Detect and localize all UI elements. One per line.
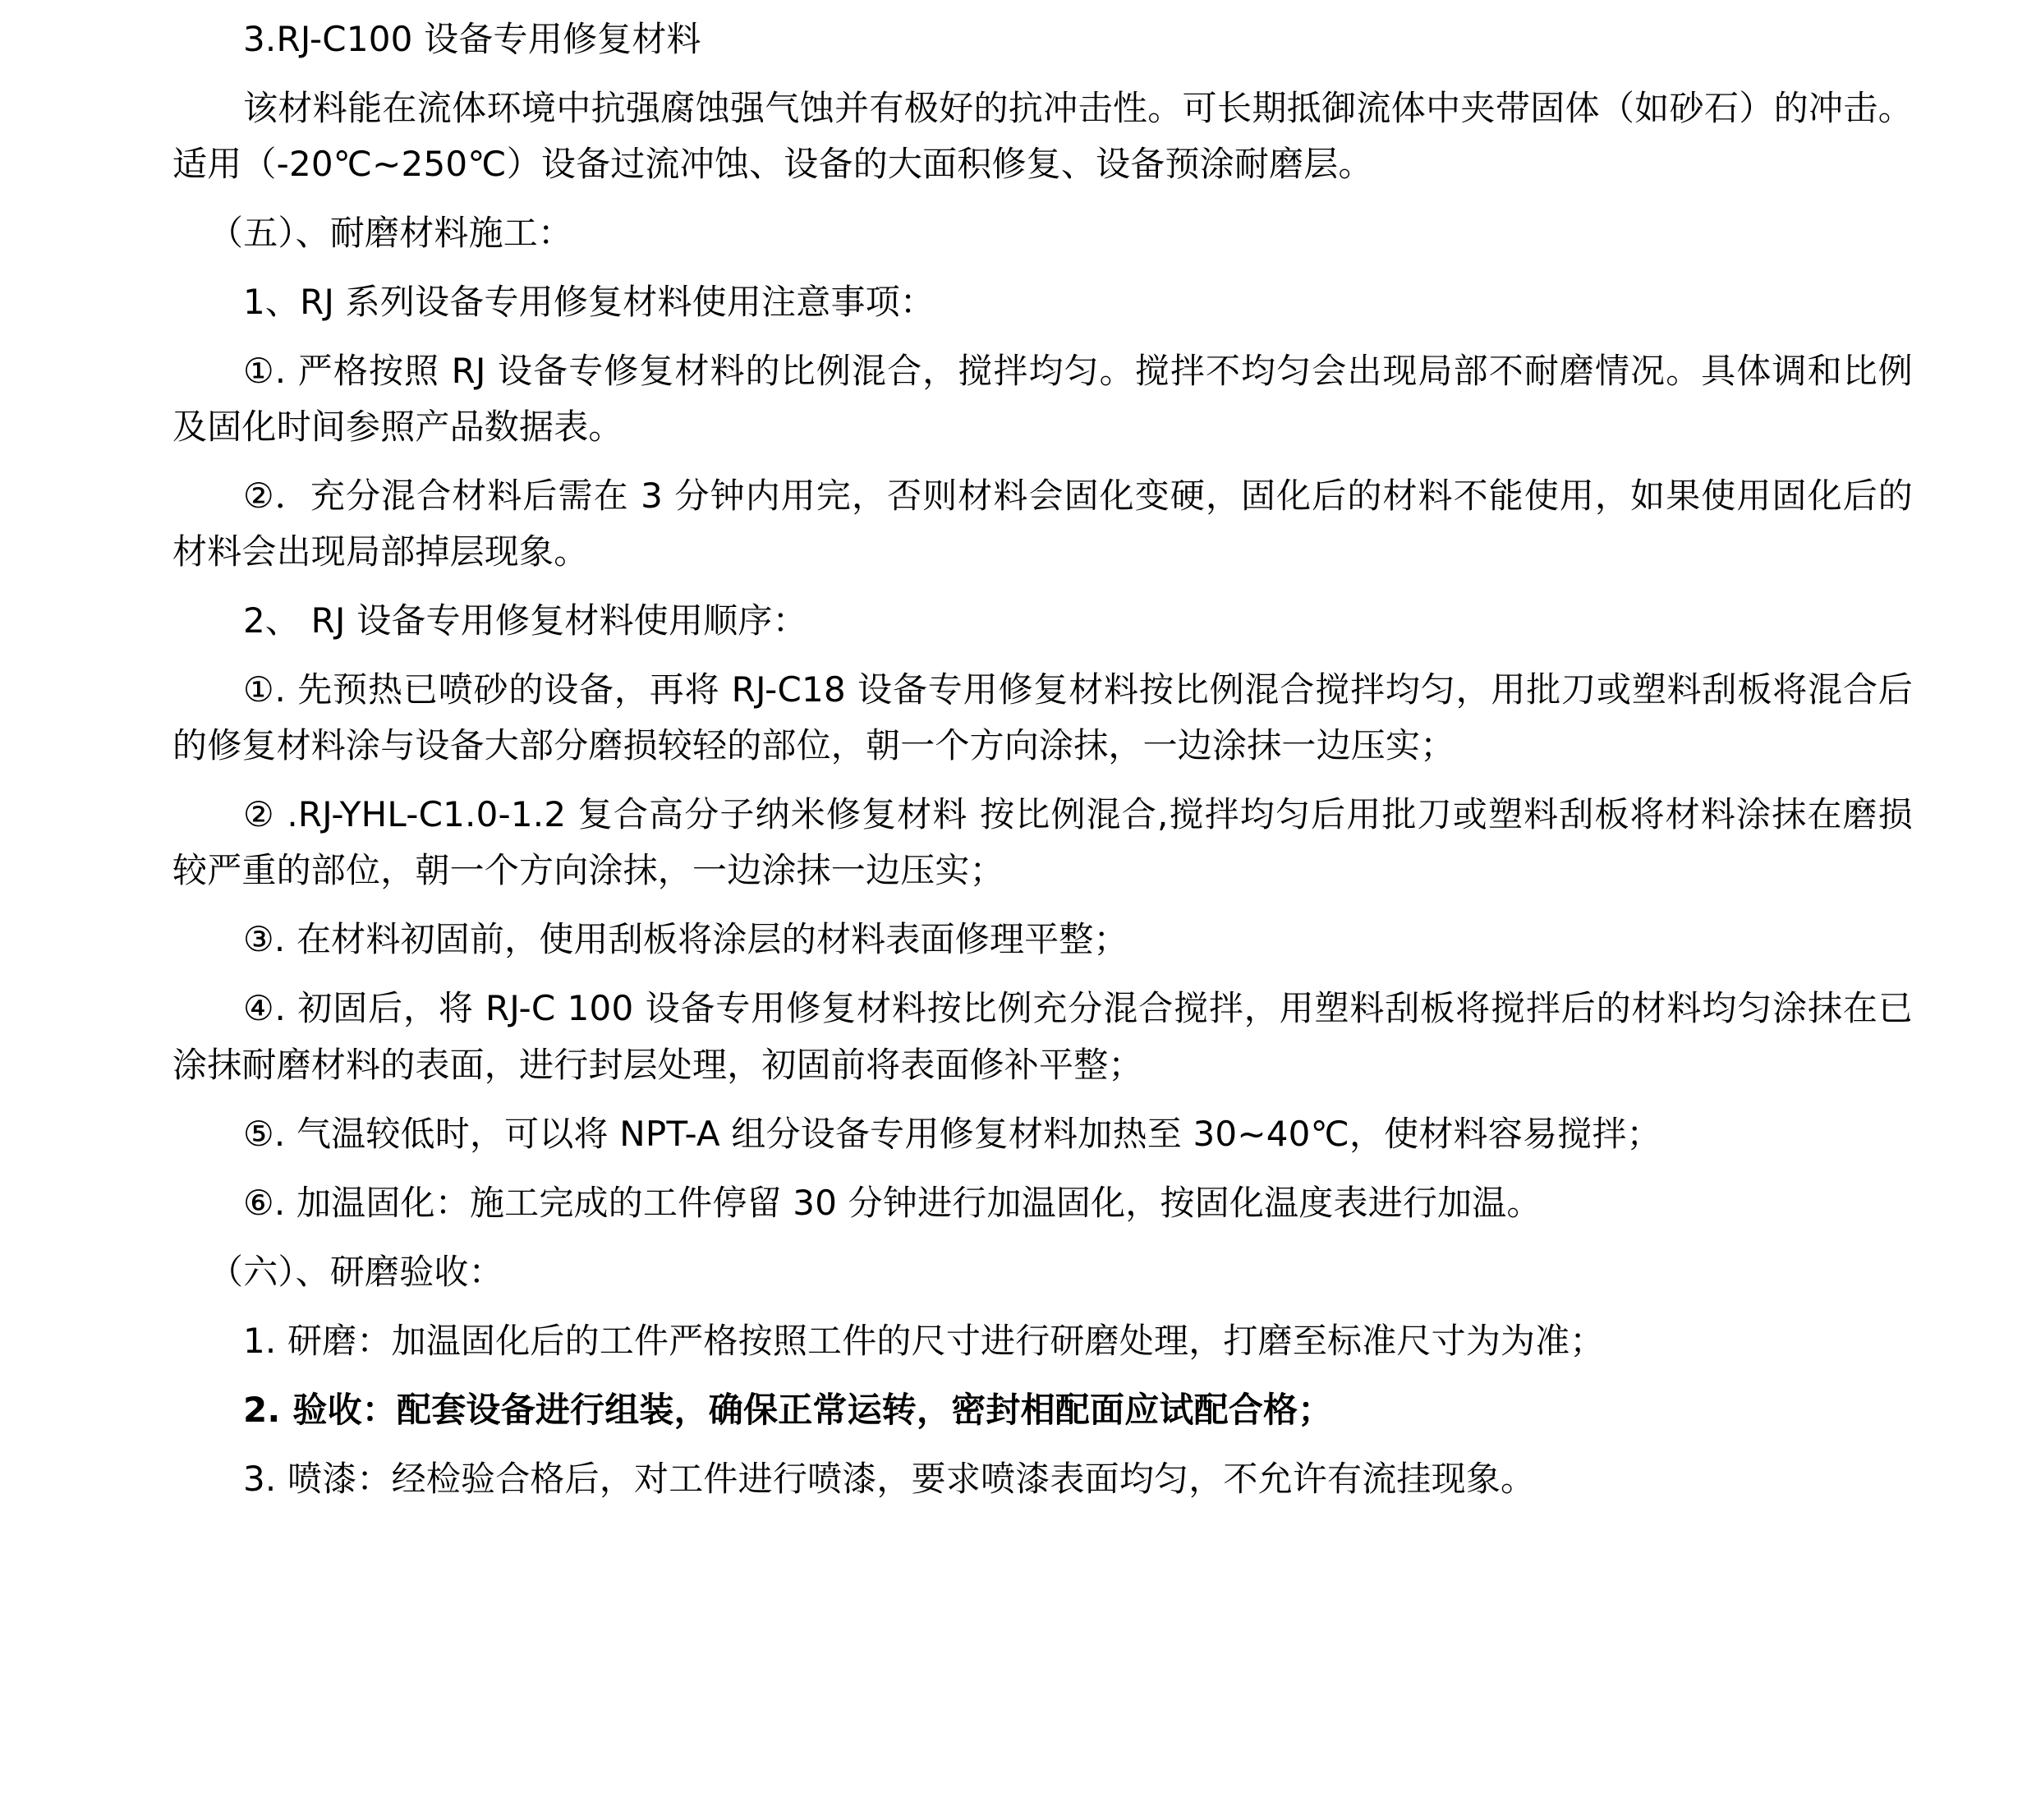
paragraph-c100-description: 该材料能在流体环境中抗强腐蚀强气蚀并有极好的抗冲击性。可长期抵御流体中夹带固体（如砂石）的冲击。适用（-20℃~250℃）设备过流冲蚀、设备的大面积修复、设备预涂耐磨层。	[172, 88, 1913, 185]
heading-item-1-notes: 1、RJ 系列设备专用修复材料使用注意事项：	[243, 282, 935, 323]
paragraph-note-1: ①. 严格按照 RJ 设备专修复材料的比例混合，搅拌均匀。搅拌不均匀会出现局部不耐磨情况。具体调和比例及固化时间参照产品数据表。	[172, 351, 1913, 448]
paragraph-step-2: ② .RJ-YHL-C1.0-1.2 复合高分子纳米修复材料 按比例混合,搅拌均匀后用批刀或塑料刮板将材料涂抹在磨损较严重的部位，朝一个方向涂抹，一边涂抹一边压实；	[172, 794, 1913, 891]
heading-item-2-sequence: 2、 RJ 设备专用修复材料使用顺序：	[243, 600, 807, 641]
paragraph-step-6: ⑥. 加温固化：施工完成的工件停留 30 分钟进行加温固化，按固化温度表进行加温。	[243, 1182, 1542, 1223]
paragraph-acceptance-1: 1. 研磨：加温固化后的工件严格按照工件的尺寸进行研磨处理，打磨至标准尺寸为为准；	[243, 1320, 1605, 1361]
paragraph-step-5: ⑤. 气温较低时，可以将 NPT-A 组分设备专用修复材料加热至 30~40℃，使材料容易搅拌；	[243, 1113, 1661, 1154]
heading-section-six: （六）、研磨验收：	[209, 1251, 503, 1292]
paragraph-step-4: ④. 初固后，将 RJ-C 100 设备专用修复材料按比例充分混合搅拌，用塑料刮板将搅拌后的材料均匀涂抹在已涂抹耐磨材料的表面，进行封层处理，初固前将表面修补平整；	[172, 988, 1913, 1085]
paragraph-note-2: ②．充分混合材料后需在 3 分钟内用完，否则材料会固化变硬，固化后的材料不能使用，如果使用固化后的材料会出现局部掉层现象。	[172, 476, 1913, 572]
paragraph-acceptance-3: 3. 喷漆：经检验合格后，对工件进行喷漆，要求喷漆表面均匀，不允许有流挂现象。	[243, 1458, 1536, 1499]
paragraph-acceptance-2: 2. 验收：配套设备进行组装，确保正常运转，密封相配面应试配合格；	[243, 1389, 1333, 1430]
heading-section-five: （五）、耐磨材料施工：	[209, 213, 573, 254]
paragraph-step-1: ①. 先预热已喷砂的设备，再将 RJ-C18 设备专用修复材料按比例混合搅拌均匀，用批刀或塑料刮板将混合后的修复材料涂与设备大部分磨损较轻的部位，朝一个方向涂抹，一边涂抹一边压实；	[172, 669, 1913, 766]
paragraph-step-3: ③. 在材料初固前，使用刮板将涂层的材料表面修理平整；	[243, 919, 1128, 960]
heading-rj-c100: 3.RJ-C100 设备专用修复材料	[243, 19, 701, 59]
